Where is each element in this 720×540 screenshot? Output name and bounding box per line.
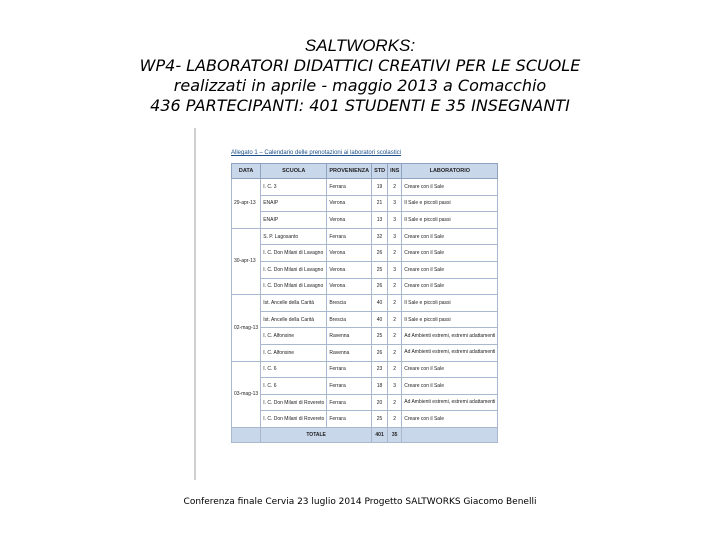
std-cell: 13	[372, 212, 388, 229]
ins-cell: 3	[388, 228, 402, 245]
std-cell: 19	[372, 179, 388, 196]
table-row	[232, 344, 498, 361]
calendar-table	[231, 163, 498, 443]
scuola-cell: I. C. Alfonsine	[261, 344, 327, 361]
table-row	[232, 245, 498, 262]
lab-cell: Creare con il Sale	[402, 261, 498, 278]
slide-footer: Conferenza finale Cervia 23 luglio 2014 Progetto SALTWORKS Giacomo Benelli	[183, 497, 537, 507]
table-row	[232, 394, 498, 411]
ins-cell: 3	[388, 261, 402, 278]
std-cell: 18	[372, 378, 388, 395]
provenienza-cell: Brescia	[327, 295, 372, 312]
std-cell: 25	[372, 328, 388, 345]
title-line-2: WP4- LABORATORI DIDATTICI CREATIVI PER LE SCUOLE	[139, 56, 581, 75]
total-empty-cell	[402, 427, 498, 442]
column-header: LABORATORIO	[402, 164, 498, 179]
scuola-cell: I. C. Don Milani di Lavagno	[261, 245, 327, 262]
slide-title	[0, 36, 720, 116]
ins-cell: 2	[388, 278, 402, 295]
std-cell: 21	[372, 195, 388, 212]
ins-cell: 3	[388, 378, 402, 395]
ins-cell: 2	[388, 179, 402, 196]
title-line-3: realizzati in aprile - maggio 2013 a Comacchio	[173, 76, 547, 95]
lab-cell: Creare con il Sale	[402, 179, 498, 196]
document-caption: Allegato 1 – Calendario delle prenotazioni ai laboratori scolastici	[231, 150, 402, 156]
provenienza-cell: Ravenna	[327, 328, 372, 345]
table-row	[232, 411, 498, 428]
total-ins: 35	[388, 427, 402, 442]
scuola-cell: I. C. Alfonsine	[261, 328, 327, 345]
std-cell: 20	[372, 394, 388, 411]
provenienza-cell: Ferrara	[327, 179, 372, 196]
scuola-cell: I. C. 6	[261, 378, 327, 395]
std-cell: 23	[372, 361, 388, 378]
total-std: 401	[372, 427, 388, 442]
provenienza-cell: Ferrara	[327, 361, 372, 378]
ins-cell: 2	[388, 411, 402, 428]
provenienza-cell: Verona	[327, 245, 372, 262]
provenienza-cell: Ferrara	[327, 378, 372, 395]
lab-cell: Creare con il Sale	[402, 228, 498, 245]
scuola-cell: Ist. Ancelle della Carità	[261, 295, 327, 312]
provenienza-cell: Brescia	[327, 311, 372, 328]
date-cell: 30-apr-13	[232, 228, 261, 294]
table-row	[232, 261, 498, 278]
table-row	[232, 212, 498, 229]
table-row	[232, 378, 498, 395]
ins-cell: 2	[388, 328, 402, 345]
lab-cell: Creare con il Sale	[402, 278, 498, 295]
table-row	[232, 361, 498, 378]
std-cell: 25	[372, 261, 388, 278]
total-label: TOTALE	[261, 427, 372, 442]
lab-cell: Creare con il Sale	[402, 411, 498, 428]
ins-cell: 2	[388, 394, 402, 411]
table-row	[232, 195, 498, 212]
scuola-cell: I. C. 6	[261, 361, 327, 378]
std-cell: 26	[372, 245, 388, 262]
scuola-cell: S. P. Lagosanto	[261, 228, 327, 245]
provenienza-cell: Verona	[327, 261, 372, 278]
scuola-cell: I. C. 3	[261, 179, 327, 196]
scuola-cell: I. C. Don Milani di Rovereto	[261, 411, 327, 428]
std-cell: 25	[372, 411, 388, 428]
ins-cell: 2	[388, 361, 402, 378]
scuola-cell: ENAIP	[261, 212, 327, 229]
lab-cell: Ad Ambienti estremi, estremi adattamenti	[402, 328, 498, 345]
scuola-cell: I. C. Don Milani di Lavagno	[261, 278, 327, 295]
date-cell: 03-mag-13	[232, 361, 261, 427]
title-line-1: SALTWORKS:	[304, 36, 416, 55]
provenienza-cell: Ravenna	[327, 344, 372, 361]
lab-cell: Creare con il Sale	[402, 361, 498, 378]
lab-cell: Ad Ambienti estremi, estremi adattamenti	[402, 344, 498, 361]
title-line-4: 436 PARTECIPANTI: 401 STUDENTI E 35 INSEGNANTI	[150, 96, 570, 115]
ins-cell: 2	[388, 344, 402, 361]
document-edge	[194, 128, 196, 480]
table-row	[232, 295, 498, 312]
scuola-cell: I. C. Don Milani di Lavagno	[261, 261, 327, 278]
ins-cell: 2	[388, 245, 402, 262]
table-row	[232, 311, 498, 328]
provenienza-cell: Ferrara	[327, 394, 372, 411]
total-empty-cell	[232, 427, 261, 442]
scuola-cell: ENAIP	[261, 195, 327, 212]
table-row	[232, 278, 498, 295]
column-header: SCUOLA	[261, 164, 327, 179]
ins-cell: 2	[388, 311, 402, 328]
date-cell: 29-apr-13	[232, 179, 261, 229]
provenienza-cell: Verona	[327, 195, 372, 212]
lab-cell: Il Sale e piccoli passi	[402, 212, 498, 229]
table-header-row	[232, 164, 498, 179]
table-row	[232, 328, 498, 345]
lab-cell: Il Sale e piccoli passi	[402, 295, 498, 312]
provenienza-cell: Ferrara	[327, 411, 372, 428]
total-row	[232, 427, 498, 442]
std-cell: 26	[372, 344, 388, 361]
std-cell: 40	[372, 295, 388, 312]
std-cell: 26	[372, 278, 388, 295]
ins-cell: 3	[388, 212, 402, 229]
scuola-cell: Ist. Ancelle della Carità	[261, 311, 327, 328]
scuola-cell: I. C. Don Milani di Rovereto	[261, 394, 327, 411]
table-row	[232, 228, 498, 245]
provenienza-cell: Ferrara	[327, 228, 372, 245]
lab-cell: Ad Ambienti estremi, estremi adattamenti	[402, 394, 498, 411]
column-header: PROVENIENZA	[327, 164, 372, 179]
std-cell: 40	[372, 311, 388, 328]
lab-cell: Il Sale e piccoli passi	[402, 195, 498, 212]
std-cell: 32	[372, 228, 388, 245]
column-header: DATA	[232, 164, 261, 179]
lab-cell: Creare con il Sale	[402, 378, 498, 395]
lab-cell: Creare con il Sale	[402, 245, 498, 262]
table-row	[232, 179, 498, 196]
provenienza-cell: Verona	[327, 278, 372, 295]
ins-cell: 2	[388, 295, 402, 312]
column-header: STD	[372, 164, 388, 179]
column-header: INS	[388, 164, 402, 179]
lab-cell: Il Sale e piccoli passi	[402, 311, 498, 328]
provenienza-cell: Verona	[327, 212, 372, 229]
ins-cell: 3	[388, 195, 402, 212]
date-cell: 02-mag-13	[232, 295, 261, 361]
